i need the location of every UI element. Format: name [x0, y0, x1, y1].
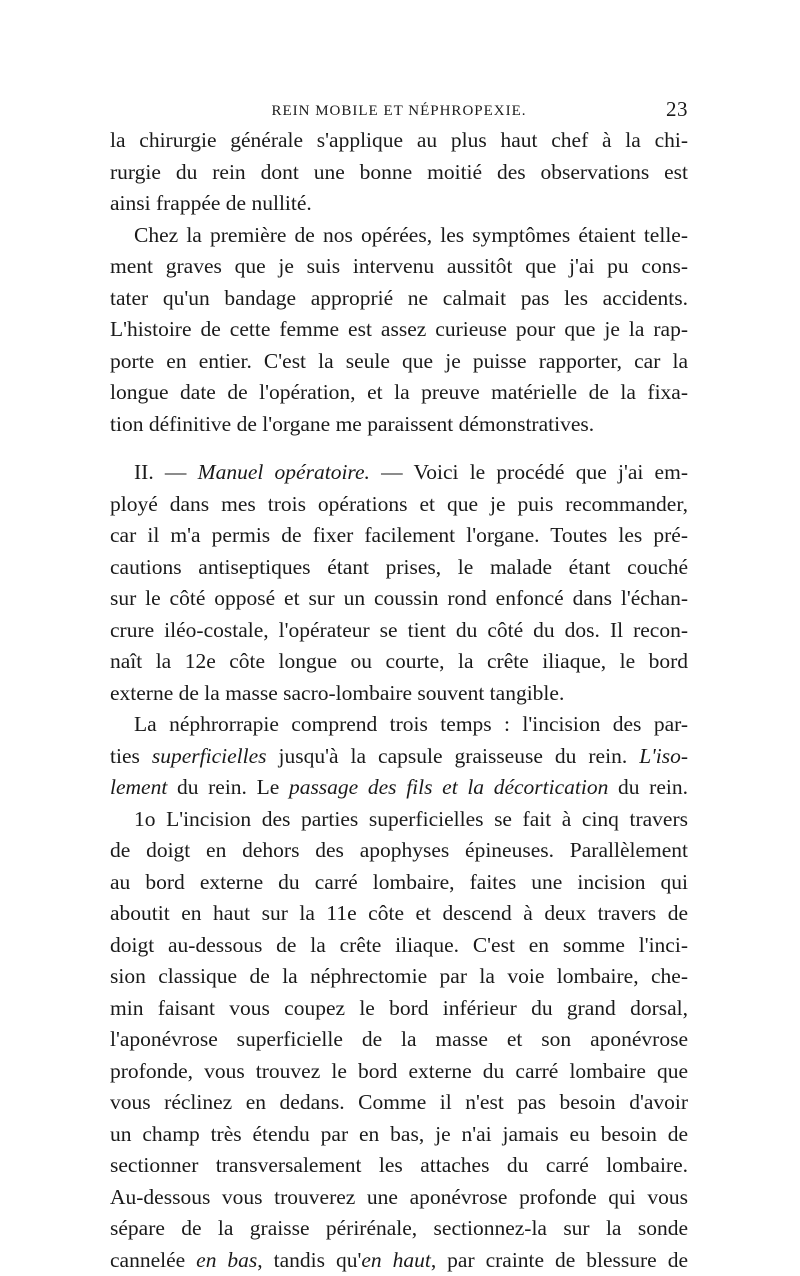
section-numeral: II. —: [134, 460, 198, 484]
text-line: doigt au-dessous de la crête iliaque. C'est en somme l'inci-: [110, 930, 688, 962]
text-line: au bord externe du carré lombaire, faites une incision qui: [110, 867, 688, 899]
text-line: car il m'a permis de fixer facilement l'organe. Toutes les pré-: [110, 520, 688, 552]
text-line: [110, 772, 688, 804]
text-line: la chirurgie générale s'applique au plus haut chef à la chi-: [110, 125, 688, 157]
text-line: externe de la masse sacro-lombaire souvent tangible.: [110, 678, 688, 710]
section-gap: [110, 440, 688, 457]
step-number: 1o: [134, 807, 156, 831]
text-line: aboutit en haut sur la 11e côte et descend à deux travers de: [110, 898, 688, 930]
paragraph-5: [110, 804, 688, 1276]
text-fragment: — Voici le procédé que j'ai em-: [370, 460, 688, 484]
text-body: [110, 125, 688, 1276]
paragraph-4: [110, 709, 688, 804]
text-fragment: L'incision des parties superficielles se fait à cinq travers: [156, 807, 689, 831]
text-line: Chez la première de nos opérées, les symptômes étaient telle-: [110, 220, 688, 252]
text-line: longue date de l'opération, et la preuve matérielle de la fixa-: [110, 377, 688, 409]
text-line: sion classique de la néphrectomie par la voie lombaire, che-: [110, 961, 688, 993]
text-line: vous réclinez en dedans. Comme il n'est pas besoin d'avoir: [110, 1087, 688, 1119]
text-line: min faisant vous coupez le bord inférieur du grand dorsal,: [110, 993, 688, 1025]
text-line: cautions antiseptiques étant prises, le malade étant couché: [110, 552, 688, 584]
italic-term: passage des fils et la décortication: [289, 775, 608, 799]
italic-term: L'iso-: [639, 744, 688, 768]
italic-term: en haut: [361, 1248, 430, 1272]
text-fragment: du rein. Le: [167, 775, 289, 799]
text-line: l'aponévrose superficielle de la masse et son aponévrose: [110, 1024, 688, 1056]
text-fragment: cannelée: [110, 1248, 196, 1272]
text-line: sur le côté opposé et sur un coussin rond enfoncé dans l'échan-: [110, 583, 688, 615]
text-line: ainsi frappée de nullité.: [110, 188, 688, 220]
text-line: Au-dessous vous trouverez une aponévrose profonde qui vous: [110, 1182, 688, 1214]
text-line: sectionner transversalement les attaches du carré lombaire.: [110, 1150, 688, 1182]
text-fragment: , tandis qu': [257, 1248, 361, 1272]
text-line: de doigt en dehors des apophyses épineuses. Parallèlement: [110, 835, 688, 867]
paragraph-2: [110, 220, 688, 441]
text-line: sépare de la graisse périrénale, sectionnez-la sur la sonde: [110, 1213, 688, 1245]
text-line: naît la 12e côte longue ou courte, la crête iliaque, le bord: [110, 646, 688, 678]
paragraph-1: [110, 125, 688, 220]
text-fragment: du rein.: [608, 775, 688, 799]
text-fragment: ties: [110, 744, 152, 768]
page-number: 23: [666, 97, 688, 122]
running-header: [110, 95, 688, 125]
text-line: crure iléo-costale, l'opérateur se tient du côté du dos. Il recon-: [110, 615, 688, 647]
text-line: [110, 741, 688, 773]
text-line: tion définitive de l'organe me paraissent démonstratives.: [110, 409, 688, 441]
page: [110, 95, 688, 1276]
running-title: REIN MOBILE ET NÉPHROPEXIE.: [110, 103, 688, 120]
text-fragment: , par crainte de blessure de: [431, 1248, 688, 1272]
text-line: ment graves que je suis intervenu aussitôt que j'ai pu cons-: [110, 251, 688, 283]
text-line: ployé dans mes trois opérations et que je puis recommander,: [110, 489, 688, 521]
text-line: tater qu'un bandage approprié ne calmait pas les accidents.: [110, 283, 688, 315]
text-line: profonde, vous trouvez le bord externe du carré lombaire que: [110, 1056, 688, 1088]
italic-term: superficielles: [152, 744, 267, 768]
section-heading-line: [110, 457, 688, 489]
section-heading: Manuel opératoire.: [198, 460, 370, 484]
text-line: [110, 1245, 688, 1276]
italic-term: lement: [110, 775, 167, 799]
text-line: L'histoire de cette femme est assez curieuse pour que je la rap-: [110, 314, 688, 346]
section-2: [110, 457, 688, 709]
text-line: porte en entier. C'est la seule que je puisse rapporter, car la: [110, 346, 688, 378]
text-line: La néphrorrapie comprend trois temps : l'incision des par-: [110, 709, 688, 741]
text-line: [110, 804, 688, 836]
text-fragment: jusqu'à la capsule graisseuse du rein.: [267, 744, 640, 768]
italic-term: en bas: [196, 1248, 257, 1272]
text-line: un champ très étendu par en bas, je n'ai jamais eu besoin de: [110, 1119, 688, 1151]
text-line: rurgie du rein dont une bonne moitié des observations est: [110, 157, 688, 189]
